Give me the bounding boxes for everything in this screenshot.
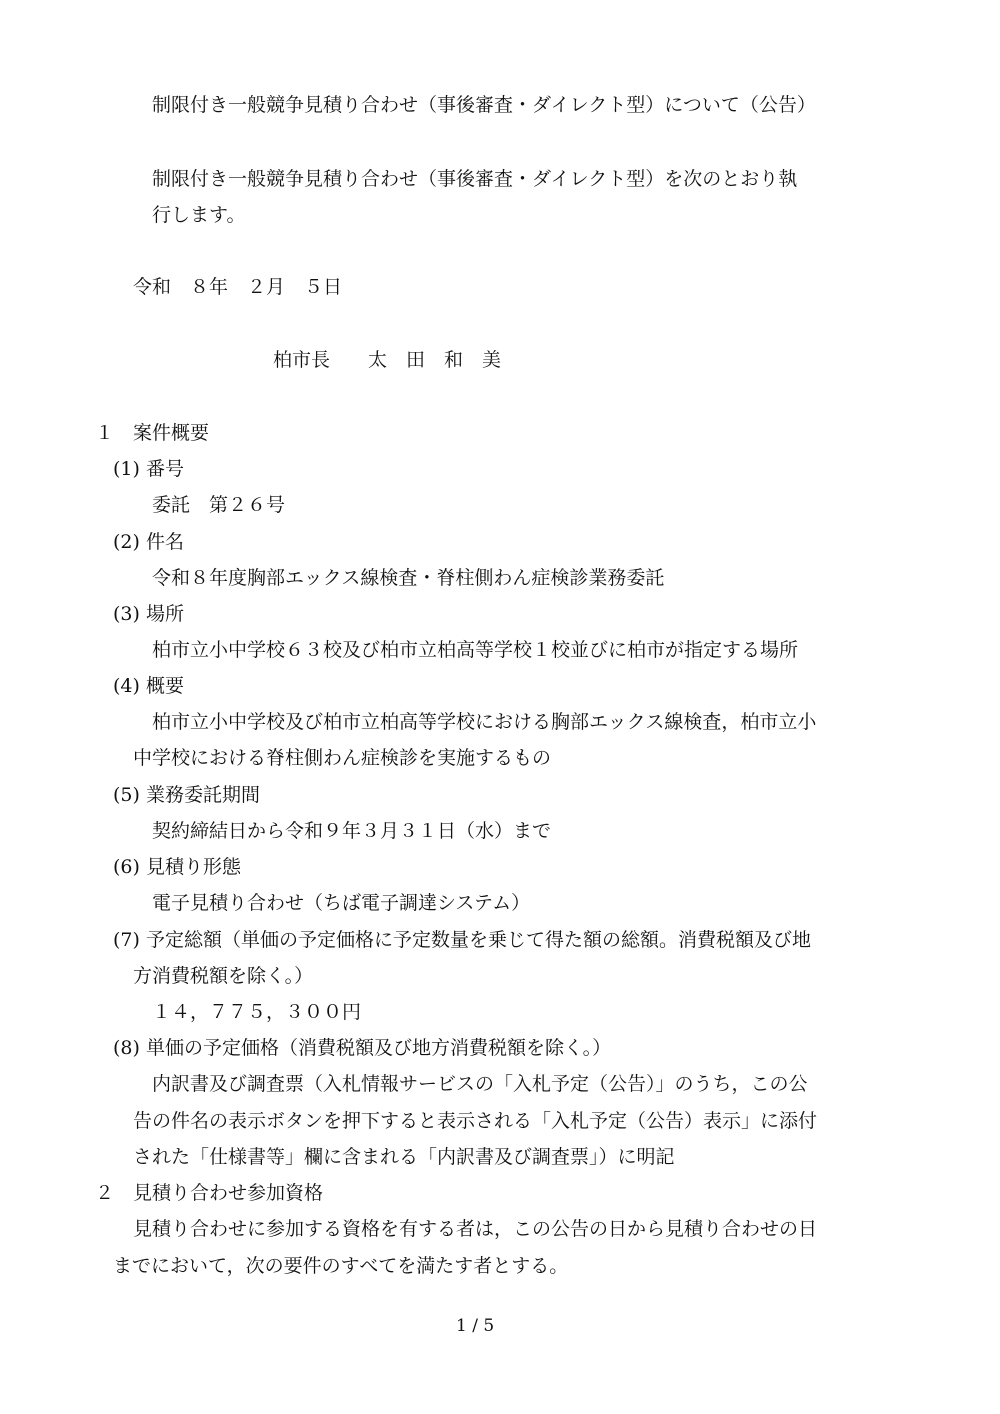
item-4-label: (4) 概要: [113, 675, 184, 697]
item-8-text-line-2: 告の件名の表示ボタンを押下すると表示される「入札予定（公告）表示」に添付: [133, 1110, 818, 1132]
item-8-label: (8) 単価の予定価格（消費税額及び地方消費税額を除く。）: [113, 1037, 612, 1059]
item-1-label: (1) 番号: [113, 458, 184, 480]
section-2-text-line-2: までにおいて，次の要件のすべてを満たす者とする。: [113, 1255, 569, 1277]
item-3-label: (3) 場所: [113, 603, 184, 625]
item-3-value: 柏市立小中学校６３校及び柏市立柏高等学校１校並びに柏市が指定する場所: [152, 639, 799, 661]
item-2-value: 令和８年度胸部エックス線検査・脊柱側わん症検診業務委託: [152, 567, 665, 589]
item-2-label: (2) 件名: [113, 531, 184, 553]
item-4-text-line-1: 柏市立小中学校及び柏市立柏高等学校における胸部エックス線検査，柏市立小: [152, 711, 817, 733]
item-1-value: 委託 第２６号: [152, 494, 286, 516]
notice-title: 制限付き一般競争見積り合わせ（事後審査・ダイレクト型）について（公告）: [152, 94, 816, 116]
item-6-value: 電子見積り合わせ（ちば電子調達システム）: [152, 892, 531, 914]
item-8-text-line-3: された「仕様書等」欄に含まれる「内訳書及び調査票」）に明記: [133, 1146, 675, 1168]
section-2-text-line-1: 見積り合わせに参加する資格を有する者は，この公告の日から見積り合わせの日: [133, 1218, 818, 1240]
page-number: 1 / 5: [456, 1316, 495, 1336]
item-7-label-line-1: (7) 予定総額（単価の予定価格に予定数量を乗じて得た額の総額。消費税額及び地: [113, 929, 811, 951]
item-7-amount: １４，７７５，３００円: [152, 1001, 362, 1023]
section-2-heading: ２ 見積り合わせ参加資格: [95, 1182, 324, 1204]
item-7-label-line-2: 方消費税額を除く。）: [133, 965, 314, 987]
intro-text-line-2: 行します。: [152, 204, 246, 226]
intro-text-line-1: 制限付き一般競争見積り合わせ（事後審査・ダイレクト型）を次のとおり執: [152, 168, 798, 190]
item-5-value: 契約締結日から令和９年３月３１日（水）まで: [152, 820, 552, 842]
item-4-text-line-2: 中学校における脊柱側わん症検診を実施するもの: [133, 747, 552, 769]
item-8-text-line-1: 内訳書及び調査票（入札情報サービスの「入札予定（公告）」のうち，この公: [152, 1073, 808, 1095]
item-6-label: (6) 見積り形態: [113, 856, 241, 878]
signer-name: 柏市長 太 田 和 美: [273, 349, 502, 371]
section-1-heading: １ 案件概要: [95, 422, 210, 444]
notice-date: 令和 ８年 ２月 ５日: [133, 276, 343, 298]
item-5-label: (5) 業務委託期間: [113, 784, 260, 806]
